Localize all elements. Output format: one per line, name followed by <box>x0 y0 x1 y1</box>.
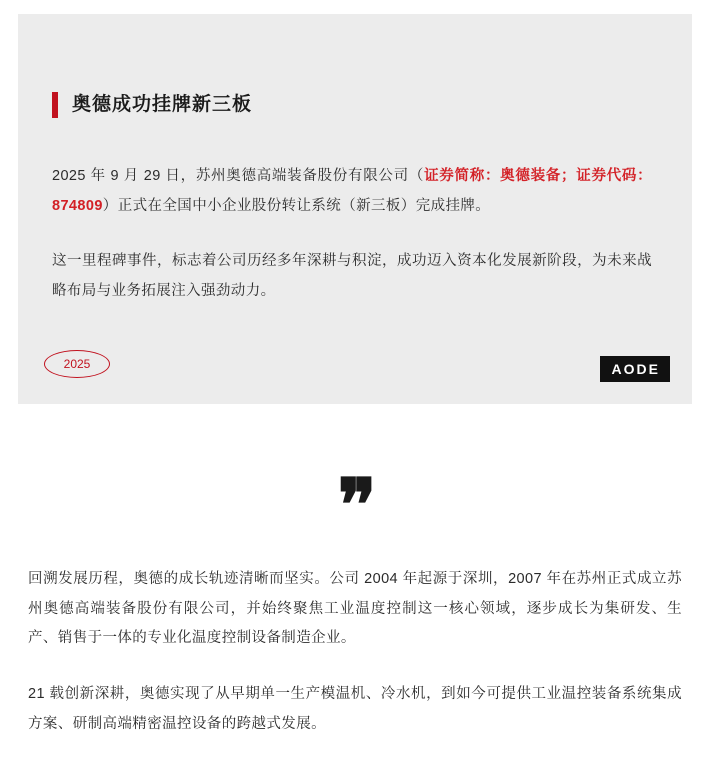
hero-content <box>18 14 692 404</box>
hero-paragraph-1-lead: 2025 年 9 月 29 日，苏州奥德高端装备股份有限公司（ <box>52 168 425 184</box>
quote-mark-icon: ❞ <box>337 466 373 546</box>
body-copy <box>28 565 682 766</box>
hero-title-row <box>52 92 652 118</box>
year-badge: 2025 <box>44 350 110 378</box>
body-paragraph-1: 回溯发展历程，奥德的成长轨迹清晰而坚实。公司 2004 年起源于深圳，2007 年在苏州正式成立苏州奥德高端装备股份有限公司，并始终聚焦工业温度控制这一核心领域，逐步成长为集研发、生产、销售于一体的专业化温度控制设备制造企业。 <box>28 571 682 647</box>
hero-paragraph-2: 这一里程碑事件，标志着公司历经多年深耕与积淀，成功迈入资本化发展新阶段，为未来战略布局与业务拓展注入强劲动力。 <box>52 253 652 300</box>
body-paragraph-2: 21 载创新深耕，奥德实现了从早期单一生产模温机、冷水机，到如今可提供工业温控装备系统集成方案、研制高端精密温控设备的跨越式发展。 <box>28 686 682 732</box>
title-accent-bar <box>52 92 58 118</box>
hero-paragraph-1 <box>52 162 652 221</box>
page-title: 奥德成功挂牌新三板 <box>72 93 253 115</box>
hero-card <box>18 14 692 404</box>
brand-logo: AODE <box>600 356 670 382</box>
hero-paragraph-1-tail: ）正式在全国中小企业股份转让系统（新三板）完成挂牌。 <box>102 197 491 214</box>
hero-paragraph-1-highlight: 证券简称：奥德装备；证券代码：874809 <box>52 168 652 214</box>
